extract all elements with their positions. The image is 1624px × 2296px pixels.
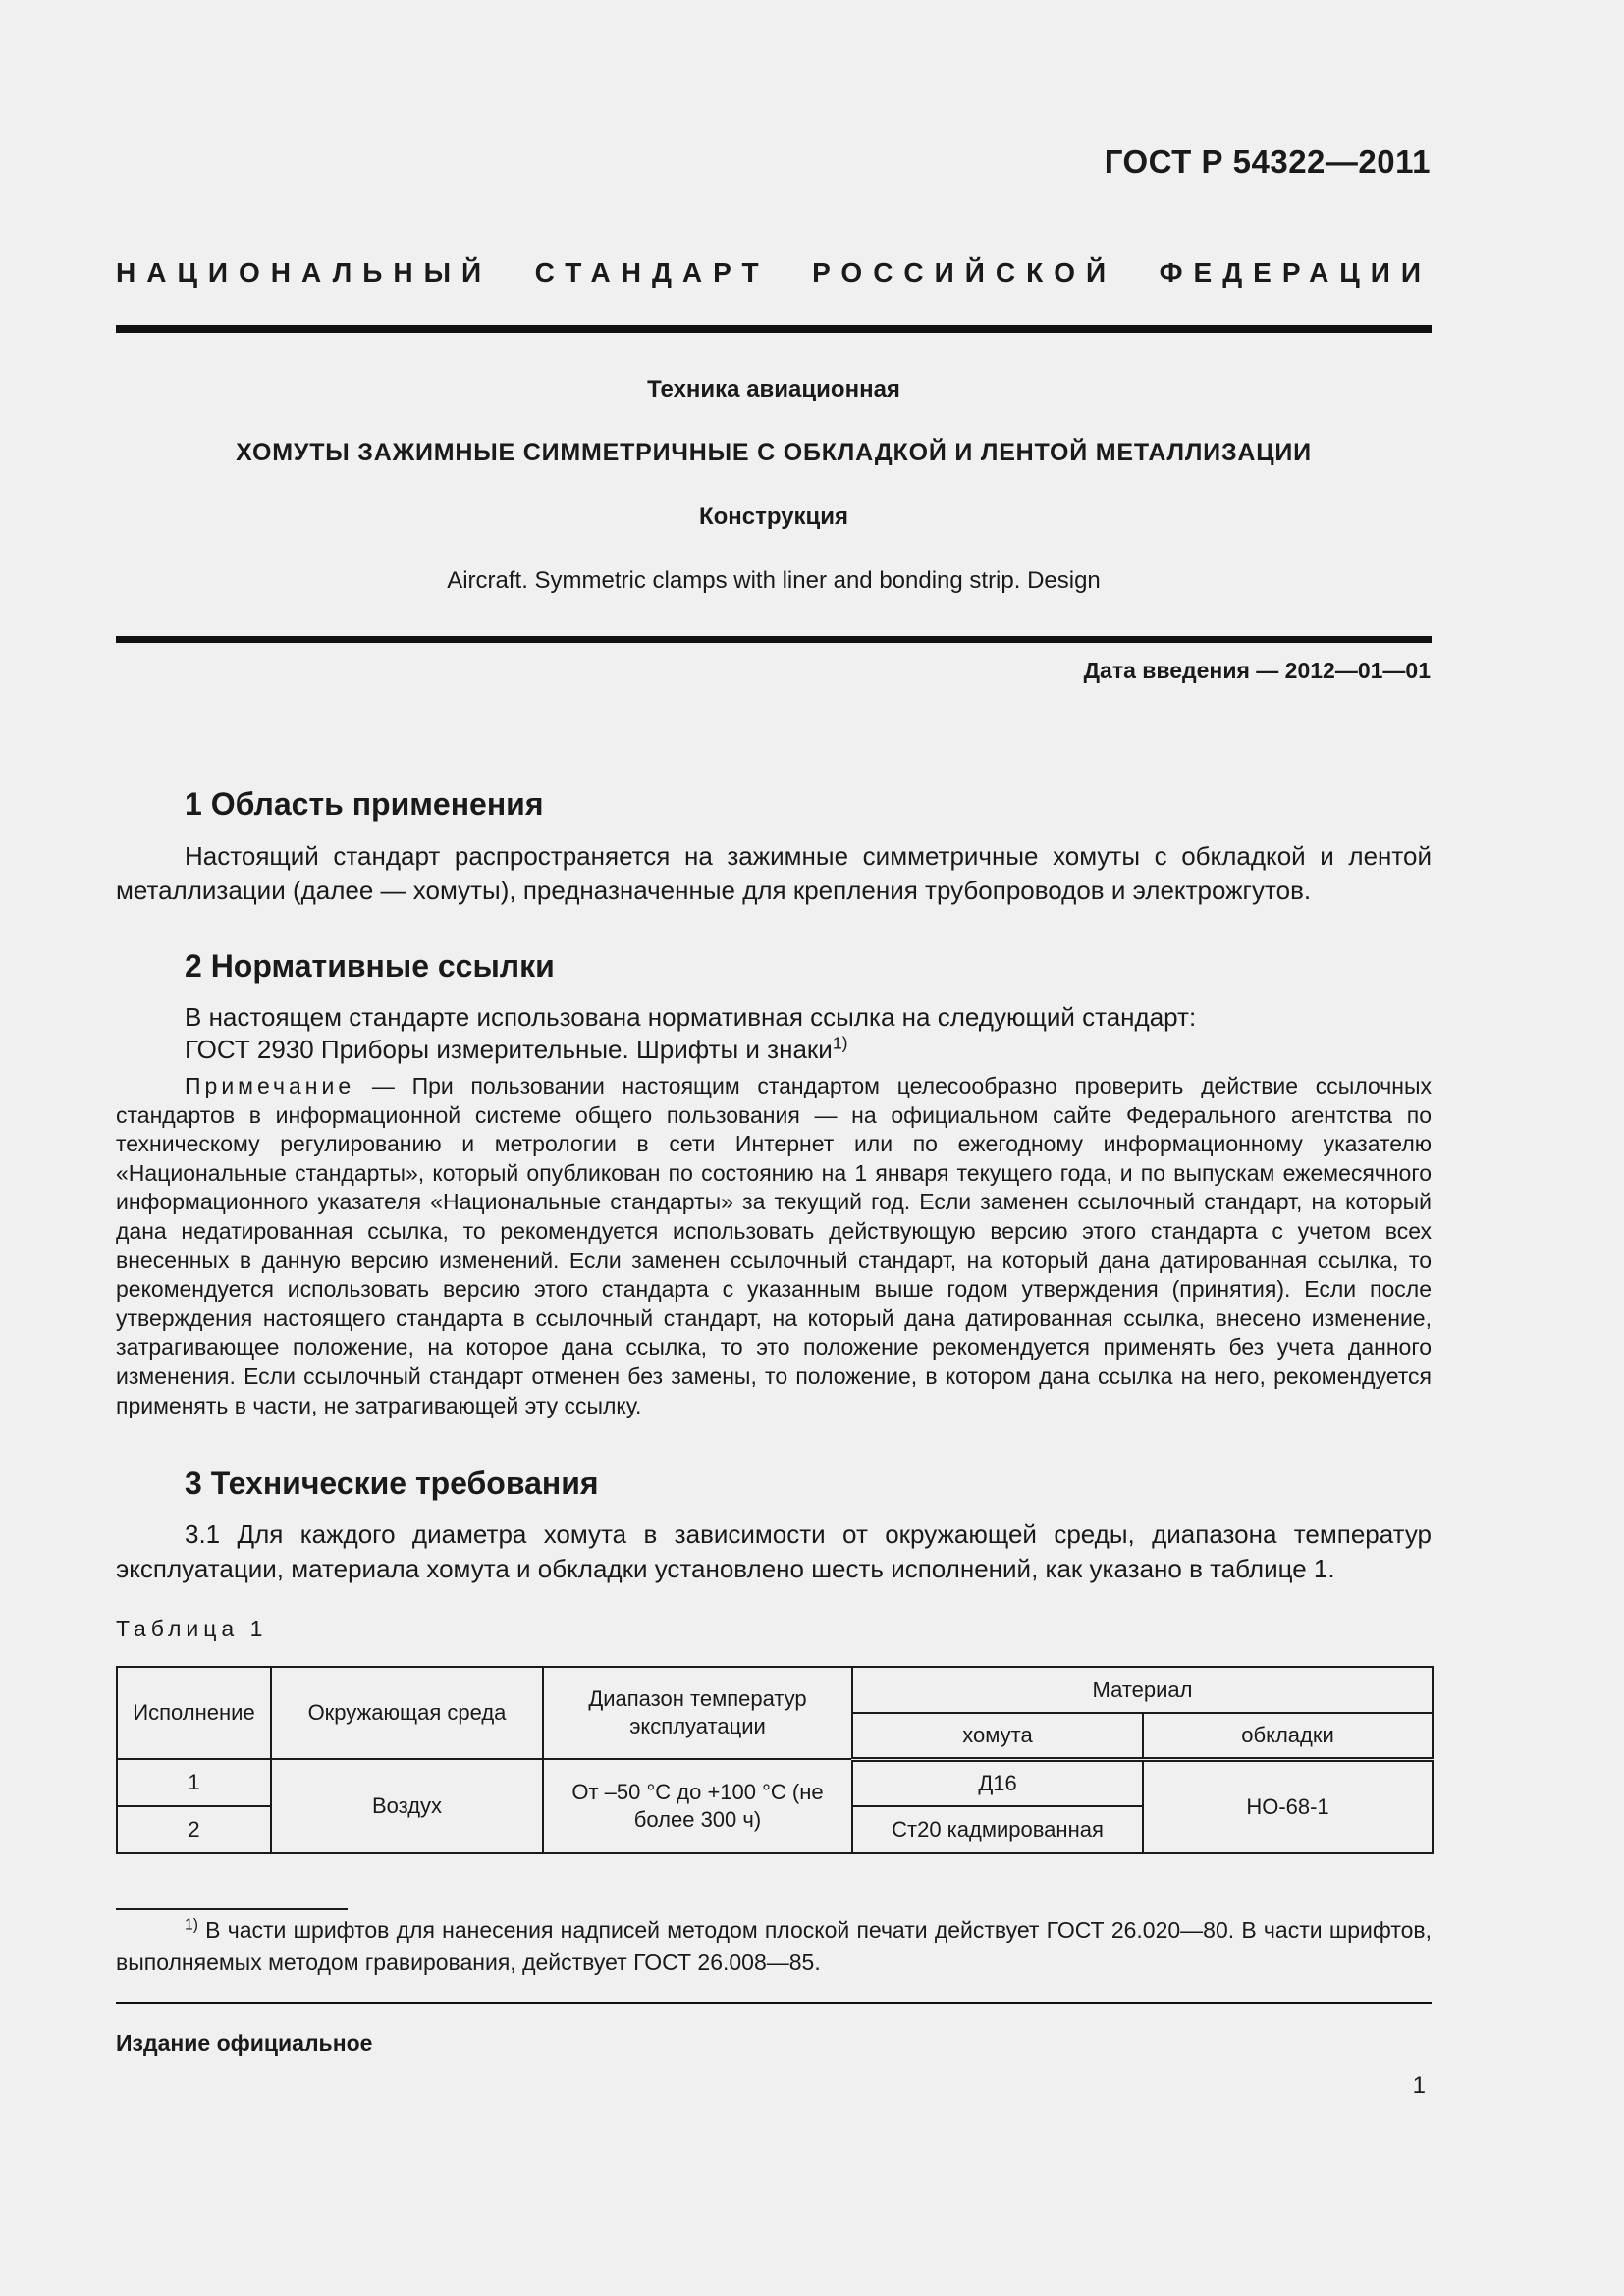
- footer-rule: [116, 2002, 1432, 2004]
- section-2-title: 2 Нормативные ссылки: [185, 948, 555, 984]
- cell-liner: НО-68-1: [1143, 1759, 1433, 1853]
- header-environment: Окружающая среда: [271, 1667, 543, 1759]
- footnote: [116, 1914, 1432, 1979]
- header-rule: [116, 325, 1432, 333]
- section-1-text: Настоящий стандарт распространяется на зажимные симметричные хомуты с обкладкой и лентой металлизации (далее — хомуты), предназначенные для крепления трубопроводов и электрожгутов.: [116, 841, 1432, 905]
- title-sub: Конструкция: [698, 504, 849, 530]
- official-edition: Издание официальное: [116, 2030, 373, 2056]
- header-liner: обкладки: [1143, 1713, 1433, 1759]
- cell-variant: 2: [117, 1806, 271, 1853]
- note: [116, 1072, 1432, 1420]
- footnote-mark: 1): [832, 1033, 848, 1053]
- header-clamp: хомута: [852, 1713, 1143, 1759]
- national-standard-heading: НАЦИОНАЛЬНЫЙ СТАНДАРТ РОССИЙСКОЙ ФЕДЕРАЦИИ: [116, 257, 1432, 288]
- introduction-date: Дата введения — 2012—01—01: [1083, 658, 1431, 683]
- note-text: — При пользовании настоящим стандартом целесообразно проверить действие ссылочных стандартов в информационной системе общего пользования — на официальном сайте Федерального агентства по техническому регулированию и метрологии в сети Интернет или по ежегодному информационному указателю «Национальные стандарты», который опубликован по состоянию на 1 января текущего года, и по выпускам ежемесячного информационного указателя «Национальные стандарты» за текущий год. Если заменен ссылочный стандарт, на который дана недатированная ссылка, то рекомендуется использовать действующую версию этого стандарта с учетом всех внесенных в данную версию изменений. Если заменен ссылочный стандарт, на который дана датированная ссылка, то рекомендуется использовать версию этого стандарта с указанным выше годом утверждения (принятия). Если после утверждения настоящего стандарта в ссылочный стандарт, на который дана датированная ссылка, внесено изменение, затрагивающее положение, на которое дана ссылка, то это положение рекомендуется применять без учета данного изменения. Если ссылочный стандарт отменен без замены, то положение, в котором дана ссылка на него, рекомендуется применять в части, не затрагивающей эту ссылку.: [116, 1073, 1432, 1418]
- title-rule: [116, 636, 1432, 643]
- document-number: ГОСТ Р 54322—2011: [1104, 143, 1431, 180]
- section-3-title: 3 Технические требования: [185, 1466, 599, 1501]
- title-english: Aircraft. Symmetric clamps with liner and bonding strip. Design: [447, 567, 1101, 594]
- footnote-marker: 1): [185, 1916, 198, 1934]
- table-header-row: [117, 1667, 1433, 1713]
- table-caption: Таблица 1: [116, 1616, 268, 1641]
- reference-item: [185, 1033, 1432, 1067]
- references-intro: В настоящем стандарте использована нормативная ссылка на следующий стандарт:: [185, 1002, 1197, 1032]
- cell-clamp: Ст20 кадмированная: [852, 1806, 1143, 1853]
- header-material: Материал: [852, 1667, 1433, 1713]
- page-number: 1: [1412, 2072, 1426, 2099]
- header-variant: Исполнение: [117, 1667, 271, 1759]
- spec-table: [116, 1666, 1434, 1854]
- title-main: ХОМУТЫ ЗАЖИМНЫЕ СИММЕТРИЧНЫЕ С ОБКЛАДКОЙ И ЛЕНТОЙ МЕТАЛЛИЗАЦИИ: [236, 439, 1312, 466]
- footnote-text: В части шрифтов для нанесения надписей методом плоской печати действует ГОСТ 26.020—80. В части шрифтов, выполняемых методом гравирования, действует ГОСТ 26.008—85.: [116, 1917, 1433, 1975]
- cell-temp-range: От –50 °С до +100 °С (не более 300 ч): [543, 1759, 852, 1853]
- reference-item-text: ГОСТ 2930 Приборы измерительные. Шрифты и знаки: [185, 1035, 833, 1064]
- cell-clamp: Д16: [852, 1759, 1143, 1806]
- section-3-text: 3.1 Для каждого диаметра хомута в зависимости от окружающей среды, диапазона температур эксплуатации, материала хомута и обкладки установлено шесть исполнений, как указано в таблице 1.: [116, 1520, 1432, 1583]
- note-label: Примечание: [185, 1073, 355, 1098]
- header-temp-range: Диапазон температур эксплуатации: [543, 1667, 852, 1759]
- cell-variant: 1: [117, 1759, 271, 1806]
- title-field: Техника авиационная: [647, 376, 900, 402]
- table-row: [117, 1759, 1433, 1806]
- section-1-title: 1 Область применения: [185, 786, 544, 822]
- footnote-rule: [116, 1908, 348, 1910]
- cell-environment: Воздух: [271, 1759, 543, 1853]
